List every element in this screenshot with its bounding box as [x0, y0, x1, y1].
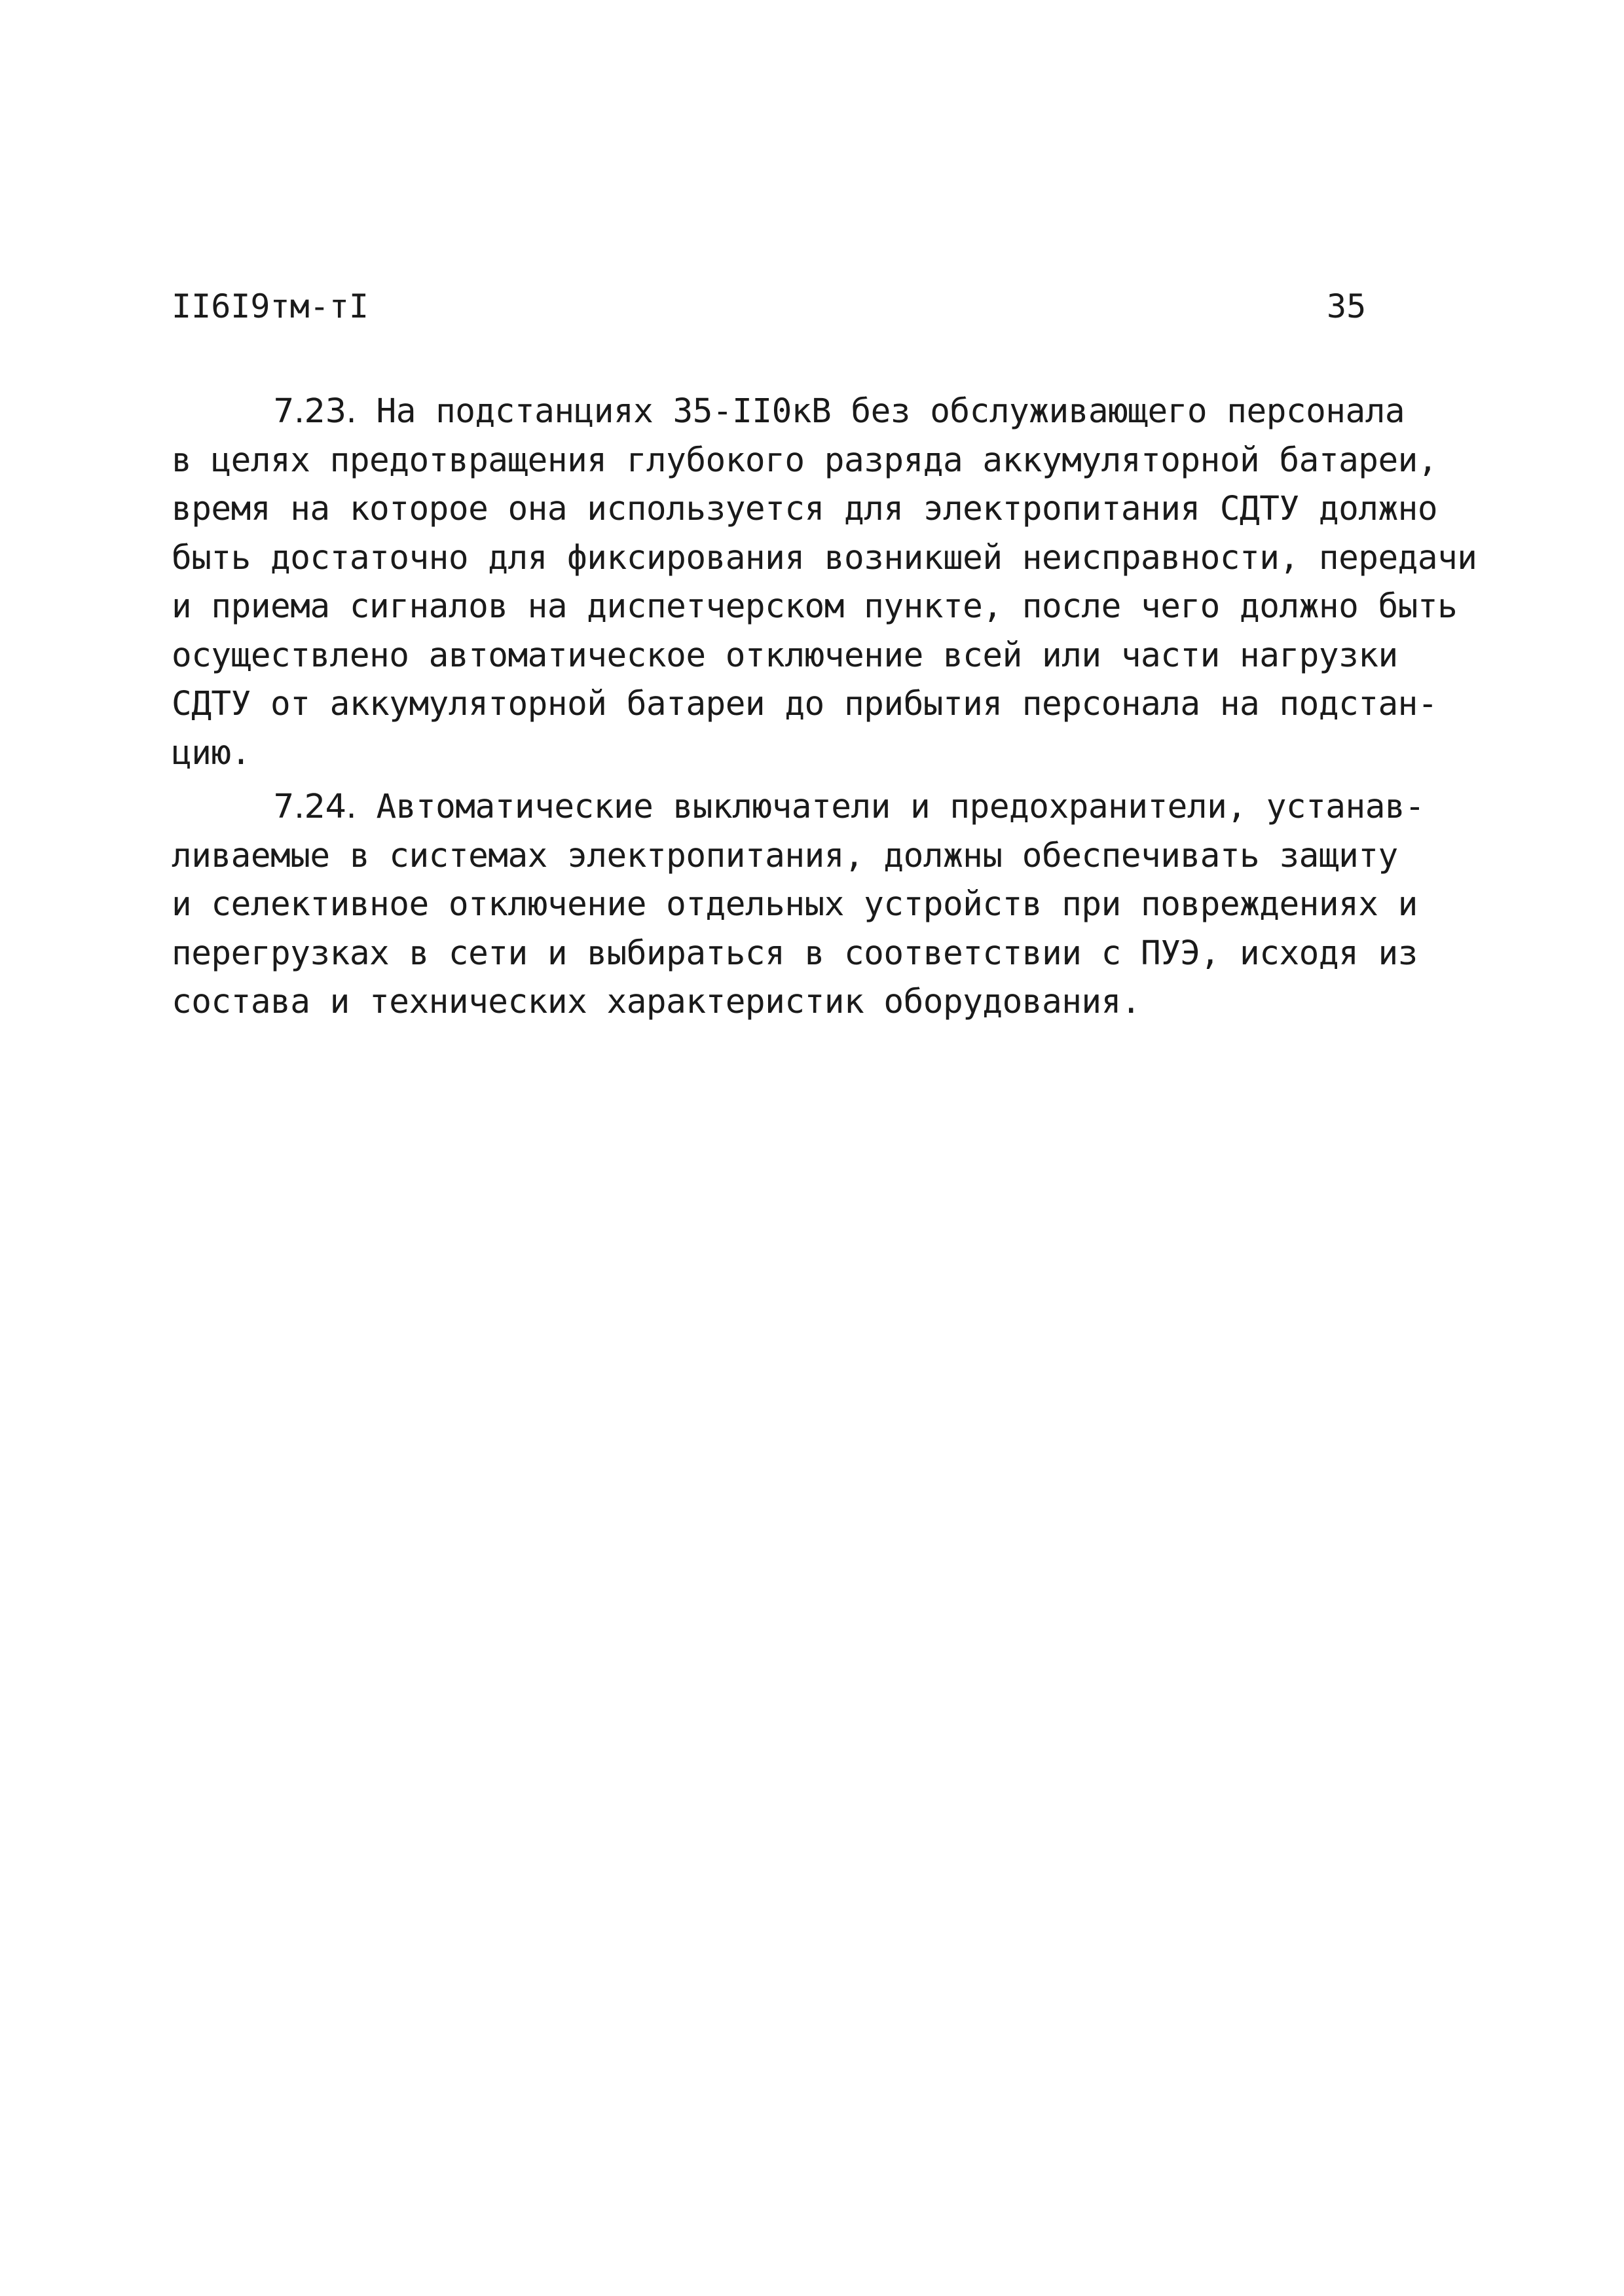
paragraph-line: перегрузках в сети и выбираться в соответствии с ПУЭ, исходя из [172, 934, 1418, 973]
paragraph-line [172, 388, 1481, 437]
paragraph-line: время на которое она используется для электропитания СДТУ должно [172, 490, 1438, 528]
paragraph-line: в целях предотвращения глубокого разряда аккумуляторной батареи, [172, 441, 1438, 480]
paragraph-line: и селективное отключение отдельных устройств при повреждениях и [172, 885, 1418, 924]
paragraph-line: ливаемые в системах электропитания, должны обеспечивать защиту [172, 836, 1398, 875]
paragraph-line-text: Автоматические выключатели и предохранители, устанав- [356, 788, 1425, 826]
paragraph-line: осуществлено автоматическое отключение всей или части нагрузки [172, 636, 1398, 675]
body-text [172, 388, 1481, 1032]
paragraph-line: состава и технических характеристик оборудования. [172, 983, 1141, 1021]
document-code: II6I9тм-тI [172, 287, 369, 325]
paragraph-7-24 [172, 783, 1481, 1027]
paragraph-line: быть достаточно для фиксирования возникшей неисправности, передачи [172, 538, 1477, 577]
paragraph-line: цию. [172, 733, 251, 773]
paragraph-line: СДТУ от аккумуляторной батареи до прибытия персонала на подстан- [172, 685, 1438, 723]
page-number: 35 [1327, 287, 1367, 325]
paragraph-line: и приема сигналов на диспетчерском пункте, после чего должно быть [172, 587, 1458, 626]
paragraph-number: 7.23. [273, 392, 357, 431]
paragraph-7-23 [172, 388, 1481, 778]
paragraph-number: 7.24. [273, 788, 357, 826]
paragraph-line-text: На подстанциях 35-ІІ0кВ без обслуживающего персонала [356, 392, 1405, 431]
paragraph-line [172, 783, 1481, 832]
